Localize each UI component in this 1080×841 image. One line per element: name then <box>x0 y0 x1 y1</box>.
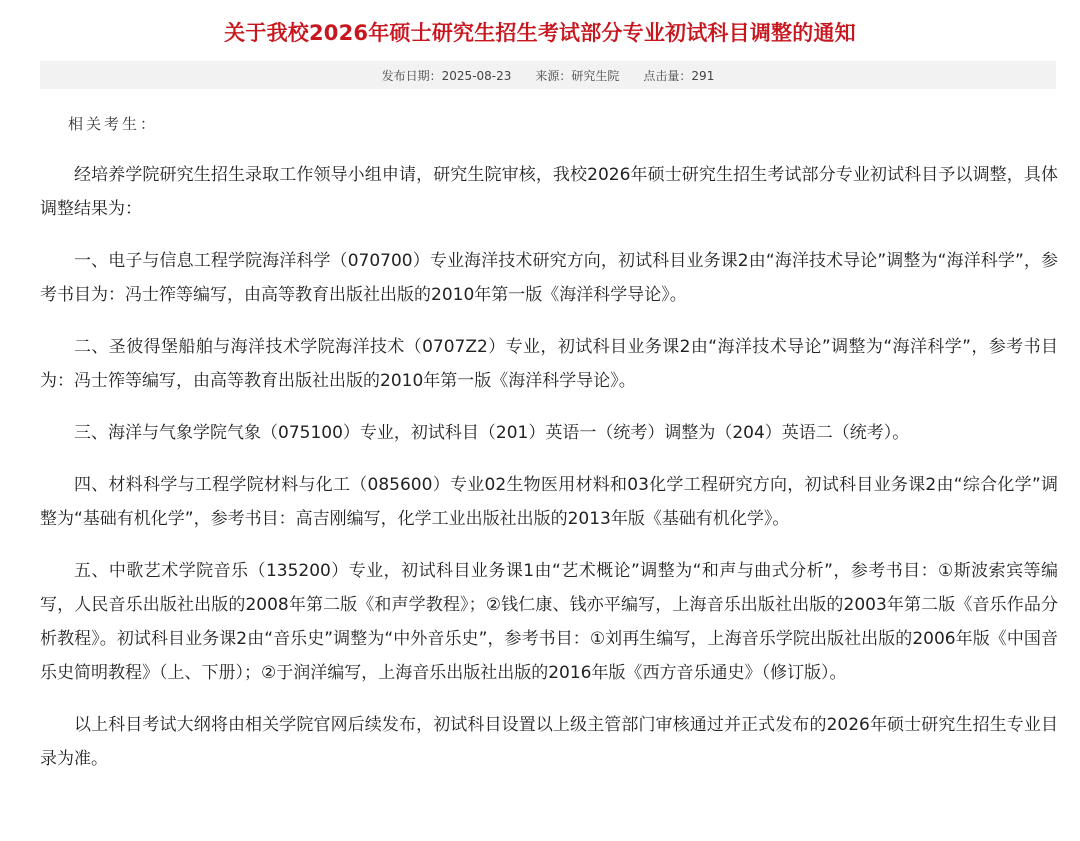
article-meta-bar <box>40 61 1056 89</box>
article-body <box>40 158 1058 794</box>
page-title: 关于我校2026年硕士研究生招生考试部分专业初试科目调整的通知 <box>224 21 856 45</box>
paragraph-intro: 经培养学院研究生招生录取工作领导小组申请，研究生院审核，我校2026年硕士研究生招生考试部分专业初试科目予以调整，具体调整结果为： <box>40 165 1058 219</box>
paragraph-item-4: 四、材料科学与工程学院材料与化工（085600）专业02生物医用材料和03化学工程研究方向，初试科目业务课2由“综合化学”调整为“基础有机化学”，参考书目：高吉刚编写，化学工业出版社出版的2013年版《基础有机化学》。 <box>40 475 1058 529</box>
salutation: 相关考生： <box>68 115 159 133</box>
paragraph-item-1: 一、电子与信息工程学院海洋科学（070700）专业海洋技术研究方向，初试科目业务课2由“海洋技术导论”调整为“海洋科学”，参考书目为：冯士筰等编写，由高等教育出版社出版的2010年第一版《海洋科学导论》。 <box>40 251 1058 305</box>
paragraph-item-3: 三、海洋与气象学院气象（075100）专业，初试科目（201）英语一（统考）调整为（204）英语二（统考）。 <box>74 423 910 443</box>
source-label: 来源：研究生院 <box>535 68 620 83</box>
paragraph-closing: 以上科目考试大纲将由相关学院官网后续发布，初试科目设置以上级主管部门审核通过并正式发布的2026年硕士研究生招生专业目录为准。 <box>40 715 1058 769</box>
click-count: 点击量：291 <box>643 68 715 83</box>
paragraph-item-2: 二、圣彼得堡船舶与海洋技术学院海洋技术（0707Z2）专业，初试科目业务课2由“海洋技术导论”调整为“海洋科学”，参考书目为：冯士筰等编写，由高等教育出版社出版的2010年第一版《海洋科学导论》。 <box>40 337 1058 391</box>
publish-date: 发布日期：2025-08-23 <box>381 68 512 83</box>
paragraph-item-5: 五、中歌艺术学院音乐（135200）专业，初试科目业务课1由“艺术概论”调整为“和声与曲式分析”，参考书目：①斯波索宾等编写，人民音乐出版社出版的2008年第二版《和声学教程》；②钱仁康、钱亦平编写，上海音乐出版社出版的2003年第二版《音乐作品分析教程》。初试科目业务课2由“音乐史”调整为“中外音乐史”，参考书目：①刘再生编写，上海音乐学院出版社出版的2006年版《中国音乐史简明教程》（上、下册）；②于润洋编写，上海音乐出版社出版的2016年版《西方音乐通史》（修订版）。 <box>40 561 1058 683</box>
